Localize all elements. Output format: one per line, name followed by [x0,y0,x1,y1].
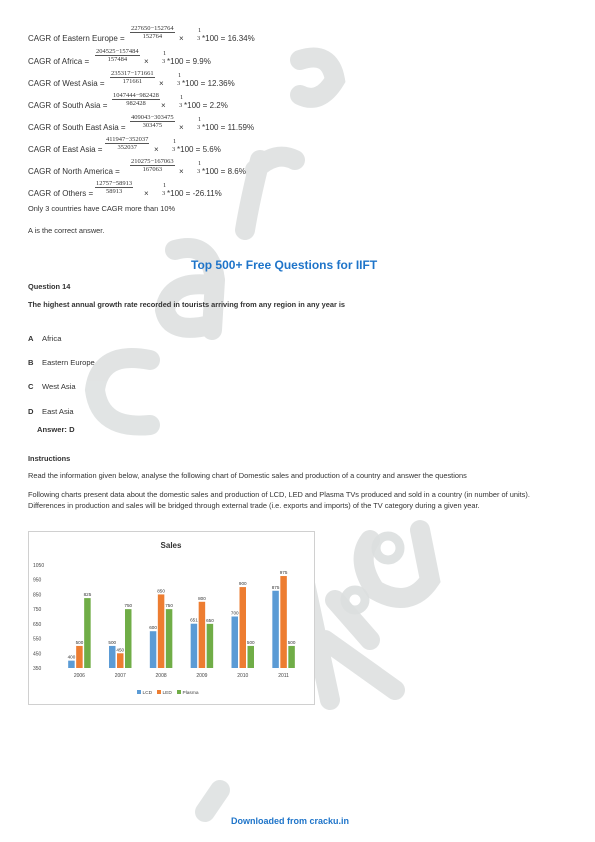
x-tick-label: 2008 [155,673,167,679]
conclusion-text: Only 3 countries have CAGR more than 10% [28,204,176,213]
exponent-denominator: 3 [197,35,201,42]
cagr-fraction [130,158,175,173]
multiply-sign: × [179,123,184,132]
data-label: 750 [165,603,173,609]
legend-swatch-led [157,690,161,694]
cagr-result: *100 = 8.6% [202,167,246,176]
legend-label: LED [162,690,172,696]
bar-plasma [207,624,214,668]
cagr-fraction [95,180,133,195]
cagr-result: *100 = 9.9% [167,57,211,66]
exponent-numerator: 1 [173,138,177,145]
cagr-fraction [95,48,140,63]
cagr-result: *100 = 11.59% [202,123,255,132]
fraction-numerator: 235317−171661 [111,70,154,77]
chart-title: Sales [160,541,182,550]
exponent-fraction [198,27,201,34]
cagr-result: *100 = 16.34% [202,34,255,43]
multiply-sign: × [159,79,164,88]
option-label: East Asia [42,407,74,416]
exponent-denominator: 3 [162,58,166,65]
bar-plasma [84,598,91,668]
instructions-heading: Instructions [28,454,71,463]
y-tick-label: 350 [33,666,42,672]
data-label: 651 [190,617,198,623]
exponent-fraction [163,182,166,189]
bar-lcd [232,617,239,669]
option-b[interactable] [28,358,95,367]
cagr-label: CAGR of Africa = [28,57,90,66]
option-label: Eastern Europe [42,358,95,367]
y-tick-label: 550 [33,636,42,643]
footer-link[interactable]: Downloaded from cracku.in [231,816,350,826]
question-text: The highest annual growth rate recorded in tourists arriving from any region in any year is [28,300,346,309]
bar-lcd [68,661,75,668]
multiply-sign: × [179,167,184,176]
exponent-denominator: 3 [179,102,183,109]
bar-led [199,602,206,668]
legend-swatch-plasma [177,690,181,694]
bar-led [158,594,165,668]
data-label: 900 [238,581,247,587]
data-label: 700 [230,610,239,616]
y-tick-label: 450 [33,651,42,658]
cagr-result: *100 = 5.6% [177,145,221,154]
y-tick-label: 1050 [33,563,45,569]
cagr-fraction [105,136,149,151]
bar-lcd [191,624,198,668]
option-c[interactable] [28,382,76,391]
exponent-fraction [180,94,183,101]
option-label: Africa [42,334,62,343]
cagr-label: CAGR of South East Asia = [28,123,126,132]
bar-lcd [150,631,157,668]
exponent-numerator: 1 [198,27,202,34]
fraction-numerator: 12757−58913 [96,180,133,187]
option-letter: C [28,382,34,391]
legend-swatch-lcd [137,690,141,694]
x-tick-label: 2011 [278,673,289,679]
data-label: 850 [157,588,165,594]
bar-plasma [248,646,255,668]
exponent-numerator: 1 [198,160,202,167]
data-label: 600 [149,625,157,631]
cagr-fraction [130,25,175,40]
x-tick-label: 2006 [73,673,85,679]
cagr-label: CAGR of West Asia = [28,79,105,88]
data-label: 650 [206,617,214,623]
fraction-numerator: 1047444−982428 [113,92,159,99]
multiply-sign: × [161,101,166,110]
fraction-numerator: 204525−157484 [96,48,139,55]
bar-led [117,653,124,668]
cagr-result: *100 = -26.11% [167,189,222,198]
cagr-result: *100 = 12.36% [182,79,235,88]
answer-explanation: A is the correct answer. [28,226,105,235]
instructions-line-2: Following charts present data about the domestic sales and production of LCD, LED and Plasma TVs produced and sold in a country (in number of units). Differences in production and sales will be bridged through external trade (i.e. exports and imports) of the TV category during a given year. [28,490,530,510]
bar-plasma [288,646,295,668]
option-d[interactable] [28,407,74,416]
legend-label: LCD [142,690,153,696]
bar-led [240,587,247,668]
data-label: 450 [116,647,125,653]
answer-label: Answer: D [37,425,75,434]
data-label: 500 [287,639,296,645]
exponent-denominator: 3 [197,168,201,175]
cagr-fraction [110,70,155,85]
cagr-result: *100 = 2.2% [184,101,228,110]
data-label: 825 [83,592,92,598]
promo-link[interactable]: Top 500+ Free Questions for IIFT [191,258,378,272]
cagr-label: CAGR of Others = [28,189,94,198]
exponent-fraction [178,72,181,79]
instructions-line-1: Read the information given below, analyse the following chart of Domestic sales and production of a country and answer the questions [28,471,467,480]
multiply-sign: × [154,145,159,154]
cagr-label: CAGR of North America = [28,167,120,176]
sales-chart-svg [29,532,314,704]
fraction-denominator: 303475 [142,122,163,129]
exponent-denominator: 3 [177,80,181,87]
bar-led [76,646,83,668]
fraction-denominator: 157484 [107,56,128,63]
fraction-numerator: 227650−152764 [131,25,174,32]
exponent-denominator: 3 [162,190,166,197]
cagr-fraction [112,92,160,107]
option-letter: A [28,334,34,343]
y-tick-label: 650 [33,621,42,628]
exponent-numerator: 1 [178,72,182,79]
fraction-denominator: 152764 [142,33,163,40]
fraction-denominator: 982428 [126,100,146,107]
legend-label: Plasma [182,690,199,696]
fraction-numerator: 409043−303475 [131,114,174,121]
y-tick-label: 750 [33,607,42,614]
y-tick-label: 950 [33,577,42,584]
cagr-label: CAGR of Eastern Europe = [28,34,125,43]
multiply-sign: × [179,34,184,43]
multiply-sign: × [144,57,149,66]
option-label: West Asia [42,382,76,391]
data-label: 875 [271,584,280,590]
multiply-sign: × [144,189,149,198]
data-label: 975 [279,570,288,576]
exponent-denominator: 3 [172,146,176,153]
y-tick-label: 850 [33,592,42,599]
fraction-denominator: 58913 [105,188,123,195]
option-letter: D [28,407,34,416]
bar-plasma [166,609,173,668]
fraction-numerator: 411947−352037 [106,136,149,143]
data-label: 400 [67,654,76,660]
x-tick-label: 2007 [114,673,126,679]
exponent-numerator: 1 [163,182,167,189]
exponent-fraction [198,160,201,167]
option-letter: B [28,358,34,367]
question-heading: Question 14 [28,282,71,291]
data-label: 800 [198,595,206,601]
cagr-label: CAGR of South Asia = [28,101,108,110]
exponent-fraction [173,138,176,145]
bar-lcd [109,646,116,668]
exponent-denominator: 3 [197,124,201,131]
exponent-fraction [198,116,201,123]
fraction-denominator: 167063 [142,166,163,173]
sales-chart [28,531,315,705]
x-tick-label: 2010 [237,673,249,679]
x-tick-label: 2009 [196,673,208,679]
bar-plasma [125,609,132,668]
data-label: 500 [108,639,117,645]
data-label: 750 [124,603,133,609]
exponent-numerator: 1 [163,50,167,57]
bar-lcd [272,591,279,668]
cagr-fraction [130,114,175,129]
exponent-numerator: 1 [198,116,202,123]
data-label: 500 [246,639,255,645]
exponent-fraction [163,50,166,57]
bar-led [280,576,287,668]
cagr-label: CAGR of East Asia = [28,145,103,154]
data-label: 500 [75,639,84,645]
exponent-numerator: 1 [180,94,184,101]
fraction-denominator: 171661 [122,78,143,85]
fraction-denominator: 352037 [117,144,137,151]
option-a[interactable] [28,334,61,343]
fraction-numerator: 210275−167063 [131,158,174,165]
